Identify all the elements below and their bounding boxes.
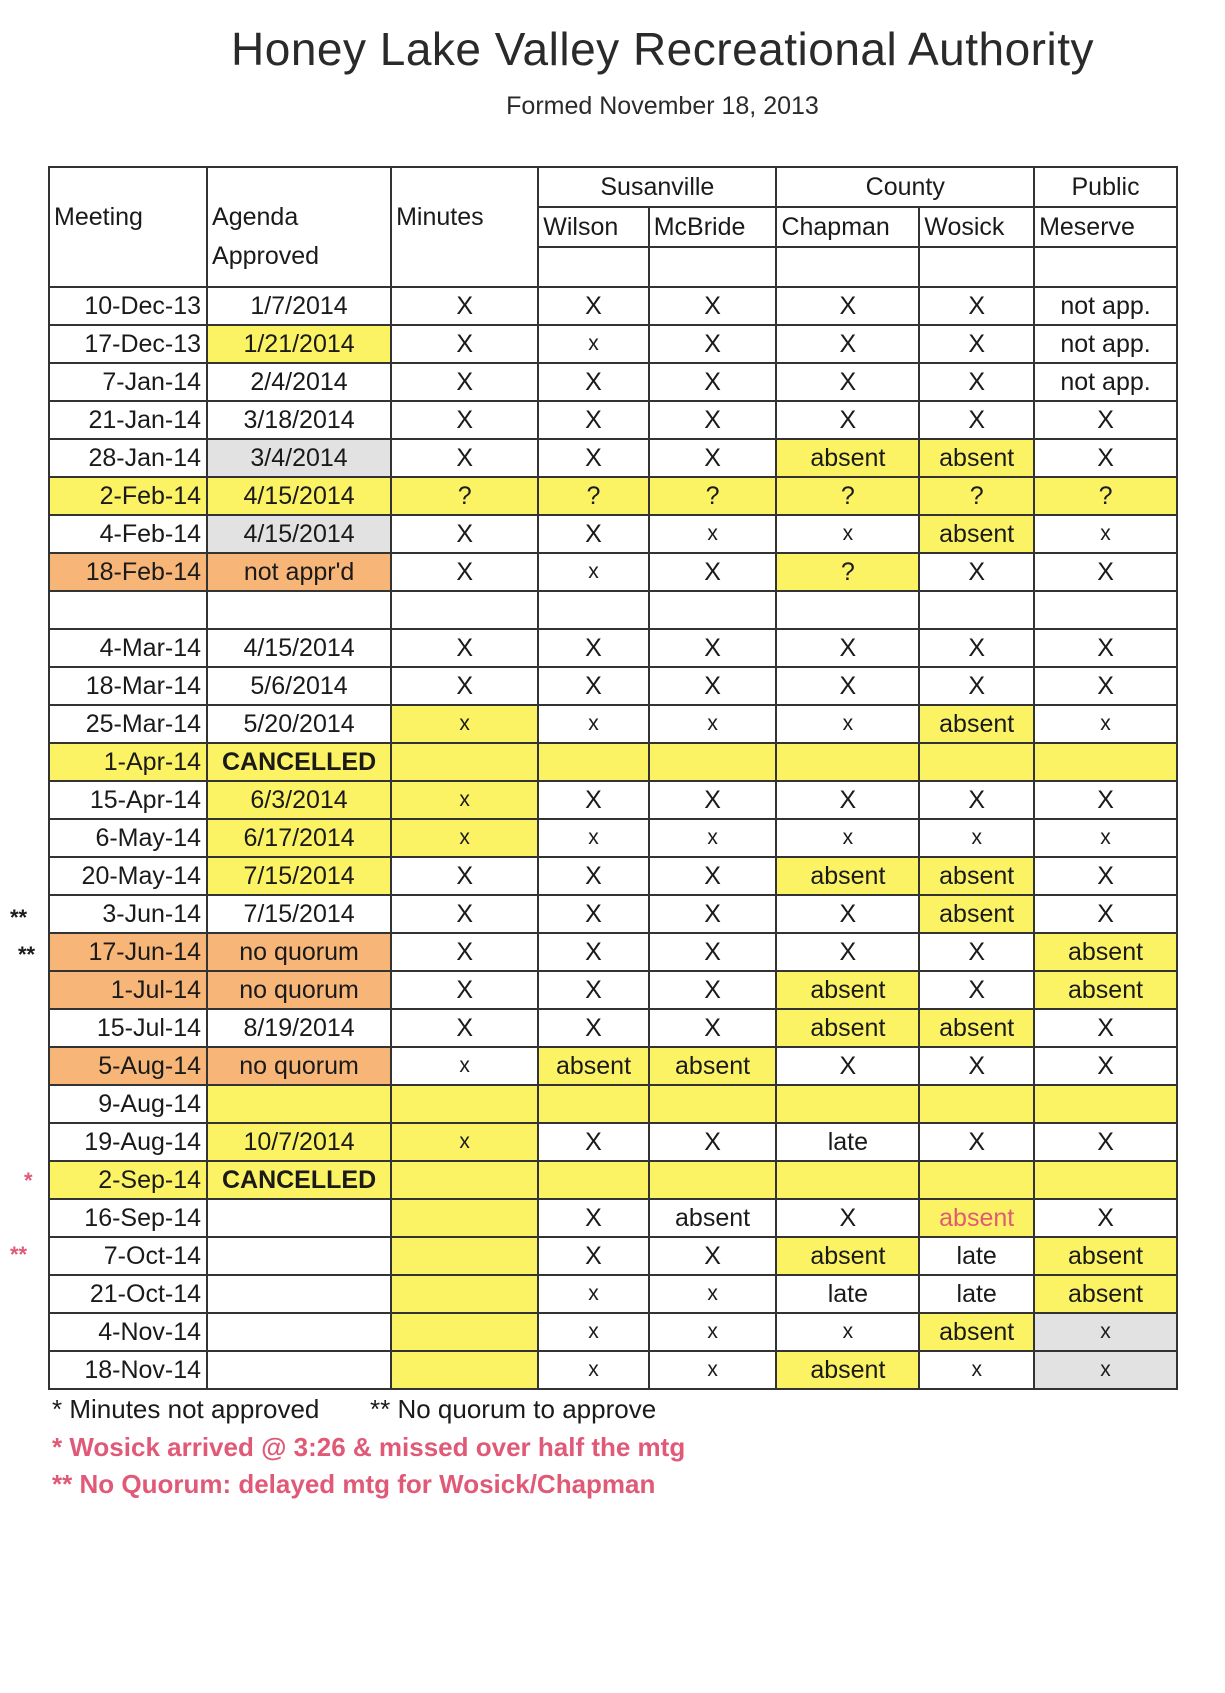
- cell-mcbride: x: [649, 515, 777, 553]
- header-spacer-cell: [1034, 247, 1177, 287]
- cell-wosick: absent: [919, 1313, 1034, 1351]
- cell-wosick: X: [919, 629, 1034, 667]
- cell-mcbride: X: [649, 629, 777, 667]
- cell-wosick: X: [919, 971, 1034, 1009]
- cell-wilson: x: [538, 1351, 648, 1389]
- table-row: [49, 667, 1177, 705]
- cell-minutes: X: [391, 629, 538, 667]
- cell-meserve: X: [1034, 629, 1177, 667]
- cell-mcbride: [649, 1085, 777, 1123]
- table-row: [49, 1351, 1177, 1389]
- table-row: [49, 933, 1177, 971]
- legend-no-quorum-note: ** No Quorum: delayed mtg for Wosick/Chapman: [52, 1469, 656, 1499]
- header-spacer-cell: [649, 247, 777, 287]
- cell-agenda: no quorum: [207, 933, 391, 971]
- col-header-meserve: Meserve: [1034, 207, 1177, 247]
- table-row: [49, 401, 1177, 439]
- table-row: [49, 363, 1177, 401]
- cell-chapman: absent: [776, 971, 919, 1009]
- cell-meserve: ?: [1034, 477, 1177, 515]
- cell-wilson: X: [538, 1199, 648, 1237]
- cell-mcbride: X: [649, 971, 777, 1009]
- cell-mcbride: x: [649, 819, 777, 857]
- cell-wilson: X: [538, 1009, 648, 1047]
- cell-wilson: [538, 1085, 648, 1123]
- cell-wosick: late: [919, 1275, 1034, 1313]
- cell-meserve: [1034, 1161, 1177, 1199]
- cell-chapman: ?: [776, 477, 919, 515]
- cell-meeting: 19-Aug-14: [49, 1123, 207, 1161]
- cell-wosick: x: [919, 819, 1034, 857]
- table-row: [49, 819, 1177, 857]
- cell-wosick: [919, 1085, 1034, 1123]
- group-header-susanville: Susanville: [538, 167, 776, 207]
- cell-meserve: X: [1034, 1123, 1177, 1161]
- cell-wilson: absent: [538, 1047, 648, 1085]
- cell-meeting: 15-Jul-14: [49, 1009, 207, 1047]
- cell-wosick: ?: [919, 477, 1034, 515]
- cell-wosick: absent: [919, 705, 1034, 743]
- cell-mcbride: X: [649, 933, 777, 971]
- cell-agenda: no quorum: [207, 1047, 391, 1085]
- table-row: [49, 1199, 1177, 1237]
- cell-meserve: x: [1034, 1313, 1177, 1351]
- table-row: [49, 1047, 1177, 1085]
- table-row: [49, 781, 1177, 819]
- table-row: [49, 629, 1177, 667]
- col-header-minutes: Minutes: [391, 167, 538, 287]
- cell-minutes: X: [391, 515, 538, 553]
- cell-wosick: absent: [919, 515, 1034, 553]
- cell-mcbride: X: [649, 857, 777, 895]
- cell-wosick: X: [919, 401, 1034, 439]
- table-row: [49, 1085, 1177, 1123]
- cell-meserve: x: [1034, 1351, 1177, 1389]
- col-header-wilson: Wilson: [538, 207, 648, 247]
- cell-meserve: x: [1034, 515, 1177, 553]
- cell-meeting: 18-Feb-14: [49, 553, 207, 591]
- cell-wosick: X: [919, 1047, 1034, 1085]
- cell-wosick: absent: [919, 1199, 1034, 1237]
- cell-meserve: [1034, 1085, 1177, 1123]
- cell-chapman: absent: [776, 1351, 919, 1389]
- minutes-not-approved-marker: *: [24, 1168, 33, 1193]
- cell-wilson: X: [538, 401, 648, 439]
- cell-minutes: [391, 1161, 538, 1199]
- cell-meeting: 28-Jan-14: [49, 439, 207, 477]
- cell-minutes: [391, 1085, 538, 1123]
- col-header-chapman: Chapman: [776, 207, 919, 247]
- cell-agenda: [207, 1351, 391, 1389]
- cell-wosick: X: [919, 287, 1034, 325]
- cell-meeting: 10-Dec-13: [49, 287, 207, 325]
- attendance-table: [48, 166, 1178, 1390]
- cell-mcbride: absent: [649, 1047, 777, 1085]
- table-row: [49, 591, 1177, 629]
- cell-meserve: absent: [1034, 971, 1177, 1009]
- cell-minutes: [391, 1237, 538, 1275]
- cell-meeting: 25-Mar-14: [49, 705, 207, 743]
- cell-wosick: X: [919, 325, 1034, 363]
- cell-wilson: X: [538, 895, 648, 933]
- cell-wosick: x: [919, 1351, 1034, 1389]
- cell-agenda: [207, 1199, 391, 1237]
- cell-mcbride: X: [649, 325, 777, 363]
- cell-minutes: [391, 1275, 538, 1313]
- cell-chapman: X: [776, 895, 919, 933]
- cell-meeting: 7-Oct-14: [49, 1237, 207, 1275]
- cell-agenda: 1/7/2014: [207, 287, 391, 325]
- cell-meserve: not app.: [1034, 363, 1177, 401]
- cell-chapman: [776, 591, 919, 629]
- cell-wosick: absent: [919, 895, 1034, 933]
- cell-agenda: 6/3/2014: [207, 781, 391, 819]
- cell-meeting: 15-Apr-14: [49, 781, 207, 819]
- cell-agenda: [207, 1313, 391, 1351]
- cell-wosick: absent: [919, 857, 1034, 895]
- table-row: [49, 743, 1177, 781]
- cell-minutes: X: [391, 287, 538, 325]
- cell-wilson: x: [538, 553, 648, 591]
- cell-chapman: X: [776, 781, 919, 819]
- cell-chapman: late: [776, 1275, 919, 1313]
- cell-mcbride: X: [649, 287, 777, 325]
- cell-chapman: [776, 743, 919, 781]
- cell-wilson: ?: [538, 477, 648, 515]
- cell-meeting: 21-Jan-14: [49, 401, 207, 439]
- cell-meserve: x: [1034, 819, 1177, 857]
- cell-minutes: X: [391, 363, 538, 401]
- cell-meeting: 18-Nov-14: [49, 1351, 207, 1389]
- cell-agenda: 10/7/2014: [207, 1123, 391, 1161]
- header-spacer-cell: [538, 247, 648, 287]
- cell-mcbride: [649, 1161, 777, 1199]
- cell-agenda: no quorum: [207, 971, 391, 1009]
- cell-agenda: CANCELLED: [207, 743, 391, 781]
- cell-minutes: X: [391, 971, 538, 1009]
- cell-chapman: x: [776, 705, 919, 743]
- no-quorum-marker: **: [10, 1242, 28, 1267]
- cell-agenda: 8/19/2014: [207, 1009, 391, 1047]
- table-row: [49, 1123, 1177, 1161]
- page-subtitle: Formed November 18, 2013: [506, 92, 819, 120]
- cell-meeting: 1-Jul-14: [49, 971, 207, 1009]
- cell-meeting: [49, 591, 207, 629]
- cell-agenda: [207, 591, 391, 629]
- group-header-county: County: [776, 167, 1034, 207]
- cell-wosick: absent: [919, 1009, 1034, 1047]
- cell-chapman: x: [776, 515, 919, 553]
- cell-agenda: 6/17/2014: [207, 819, 391, 857]
- cell-wilson: [538, 591, 648, 629]
- cell-mcbride: ?: [649, 477, 777, 515]
- cell-meserve: X: [1034, 1009, 1177, 1047]
- cell-mcbride: X: [649, 553, 777, 591]
- cell-chapman: X: [776, 363, 919, 401]
- cell-mcbride: x: [649, 1351, 777, 1389]
- table-row: [49, 1275, 1177, 1313]
- table-row: [49, 1161, 1177, 1199]
- cell-wilson: X: [538, 781, 648, 819]
- cell-meeting: 5-Aug-14: [49, 1047, 207, 1085]
- cell-mcbride: X: [649, 781, 777, 819]
- table-row: [49, 1009, 1177, 1047]
- legend-no-quorum: ** No quorum to approve: [370, 1394, 657, 1424]
- legend-minutes-not-approved: * Minutes not approved: [52, 1394, 320, 1424]
- cell-minutes: x: [391, 1123, 538, 1161]
- cell-minutes: X: [391, 401, 538, 439]
- cell-meserve: not app.: [1034, 325, 1177, 363]
- table-row: [49, 971, 1177, 1009]
- cell-chapman: absent: [776, 1009, 919, 1047]
- cell-agenda: 7/15/2014: [207, 895, 391, 933]
- cell-wosick: X: [919, 1123, 1034, 1161]
- cell-chapman: X: [776, 1199, 919, 1237]
- cell-wosick: late: [919, 1237, 1034, 1275]
- cell-wilson: X: [538, 515, 648, 553]
- cell-agenda: 5/20/2014: [207, 705, 391, 743]
- cell-mcbride: X: [649, 401, 777, 439]
- cell-wilson: X: [538, 363, 648, 401]
- cell-wilson: X: [538, 287, 648, 325]
- cell-mcbride: x: [649, 1275, 777, 1313]
- header-row-groups: [49, 167, 1177, 207]
- cell-chapman: X: [776, 629, 919, 667]
- cell-chapman: late: [776, 1123, 919, 1161]
- cell-mcbride: X: [649, 895, 777, 933]
- table-row: [49, 857, 1177, 895]
- cell-wilson: X: [538, 629, 648, 667]
- cell-wosick: X: [919, 933, 1034, 971]
- cell-chapman: x: [776, 819, 919, 857]
- cell-mcbride: x: [649, 1313, 777, 1351]
- cell-agenda: not appr'd: [207, 553, 391, 591]
- cell-meeting: 21-Oct-14: [49, 1275, 207, 1313]
- cell-meserve: X: [1034, 1047, 1177, 1085]
- cell-minutes: X: [391, 325, 538, 363]
- cell-minutes: [391, 1199, 538, 1237]
- cell-wilson: X: [538, 933, 648, 971]
- cell-meserve: X: [1034, 895, 1177, 933]
- table-row: [49, 705, 1177, 743]
- cell-meserve: x: [1034, 705, 1177, 743]
- cell-agenda: CANCELLED: [207, 1161, 391, 1199]
- header-spacer-cell: [919, 247, 1034, 287]
- cell-mcbride: absent: [649, 1199, 777, 1237]
- cell-agenda: [207, 1237, 391, 1275]
- cell-meeting: 7-Jan-14: [49, 363, 207, 401]
- cell-chapman: X: [776, 1047, 919, 1085]
- cell-wilson: [538, 1161, 648, 1199]
- cell-minutes: X: [391, 895, 538, 933]
- cell-meeting: 1-Apr-14: [49, 743, 207, 781]
- cell-mcbride: X: [649, 363, 777, 401]
- cell-agenda: 5/6/2014: [207, 667, 391, 705]
- cell-wilson: X: [538, 857, 648, 895]
- col-header-wosick: Wosick: [919, 207, 1034, 247]
- cell-mcbride: X: [649, 439, 777, 477]
- cell-meeting: 18-Mar-14: [49, 667, 207, 705]
- cell-wosick: X: [919, 553, 1034, 591]
- cell-meserve: [1034, 591, 1177, 629]
- cell-chapman: ?: [776, 553, 919, 591]
- col-header-mcbride: McBride: [649, 207, 777, 247]
- cell-chapman: X: [776, 401, 919, 439]
- cell-chapman: absent: [776, 1237, 919, 1275]
- cell-agenda: 3/18/2014: [207, 401, 391, 439]
- cell-wosick: [919, 1161, 1034, 1199]
- table-row: [49, 895, 1177, 933]
- cell-mcbride: [649, 591, 777, 629]
- cell-wilson: x: [538, 819, 648, 857]
- cell-meeting: 2-Feb-14: [49, 477, 207, 515]
- cell-wilson: X: [538, 1123, 648, 1161]
- cell-meserve: absent: [1034, 933, 1177, 971]
- table-row: [49, 325, 1177, 363]
- cell-mcbride: X: [649, 1237, 777, 1275]
- cell-agenda: 3/4/2014: [207, 439, 391, 477]
- cell-chapman: absent: [776, 857, 919, 895]
- cell-wilson: x: [538, 1313, 648, 1351]
- cell-mcbride: [649, 743, 777, 781]
- cell-meserve: X: [1034, 439, 1177, 477]
- cell-meeting: 17-Jun-14: [49, 933, 207, 971]
- cell-meeting: 6-May-14: [49, 819, 207, 857]
- table-row: [49, 287, 1177, 325]
- group-header-public: Public: [1034, 167, 1177, 207]
- cell-meeting: 2-Sep-14: [49, 1161, 207, 1199]
- col-header-agenda: Agenda Approved: [207, 167, 391, 287]
- table-row: [49, 515, 1177, 553]
- cell-meeting: 4-Mar-14: [49, 629, 207, 667]
- cell-minutes: X: [391, 553, 538, 591]
- cell-minutes: [391, 1313, 538, 1351]
- cell-wilson: X: [538, 439, 648, 477]
- cell-wosick: [919, 743, 1034, 781]
- cell-minutes: ?: [391, 477, 538, 515]
- cell-agenda: 1/21/2014: [207, 325, 391, 363]
- cell-meeting: 20-May-14: [49, 857, 207, 895]
- cell-chapman: [776, 1161, 919, 1199]
- header-spacer-cell: [776, 247, 919, 287]
- cell-minutes: X: [391, 1009, 538, 1047]
- cell-agenda: 4/15/2014: [207, 629, 391, 667]
- no-quorum-marker: **: [10, 905, 28, 930]
- cell-wilson: X: [538, 971, 648, 1009]
- cell-wilson: [538, 743, 648, 781]
- cell-mcbride: X: [649, 1009, 777, 1047]
- cell-wosick: X: [919, 363, 1034, 401]
- cell-meserve: X: [1034, 553, 1177, 591]
- table-row: [49, 439, 1177, 477]
- cell-minutes: [391, 591, 538, 629]
- cell-agenda: [207, 1085, 391, 1123]
- cell-mcbride: x: [649, 705, 777, 743]
- cell-chapman: X: [776, 287, 919, 325]
- cell-agenda: 4/15/2014: [207, 477, 391, 515]
- cell-meeting: 4-Feb-14: [49, 515, 207, 553]
- cell-minutes: x: [391, 819, 538, 857]
- cell-meserve: X: [1034, 667, 1177, 705]
- cell-meserve: absent: [1034, 1237, 1177, 1275]
- cell-minutes: X: [391, 667, 538, 705]
- cell-wosick: [919, 591, 1034, 629]
- cell-meserve: absent: [1034, 1275, 1177, 1313]
- cell-agenda: 4/15/2014: [207, 515, 391, 553]
- cell-chapman: x: [776, 1313, 919, 1351]
- cell-wosick: X: [919, 667, 1034, 705]
- cell-meserve: X: [1034, 401, 1177, 439]
- cell-wilson: x: [538, 705, 648, 743]
- page-title: Honey Lake Valley Recreational Authority: [231, 23, 1094, 75]
- cell-meeting: 17-Dec-13: [49, 325, 207, 363]
- cell-meserve: X: [1034, 857, 1177, 895]
- cell-minutes: [391, 743, 538, 781]
- table-row: [49, 1313, 1177, 1351]
- cell-wosick: X: [919, 781, 1034, 819]
- cell-wilson: x: [538, 325, 648, 363]
- table-row: [49, 477, 1177, 515]
- cell-meeting: 16-Sep-14: [49, 1199, 207, 1237]
- cell-agenda: 7/15/2014: [207, 857, 391, 895]
- cell-meserve: not app.: [1034, 287, 1177, 325]
- cell-meserve: [1034, 743, 1177, 781]
- cell-agenda: 2/4/2014: [207, 363, 391, 401]
- cell-meserve: X: [1034, 1199, 1177, 1237]
- cell-minutes: X: [391, 933, 538, 971]
- legend-wosick-note: * Wosick arrived @ 3:26 & missed over half the mtg: [52, 1432, 686, 1462]
- cell-chapman: X: [776, 667, 919, 705]
- no-quorum-marker: **: [18, 942, 36, 967]
- cell-minutes: x: [391, 1047, 538, 1085]
- cell-chapman: X: [776, 325, 919, 363]
- cell-wosick: absent: [919, 439, 1034, 477]
- col-header-meeting: Meeting: [49, 167, 207, 287]
- cell-chapman: X: [776, 933, 919, 971]
- cell-meeting: 4-Nov-14: [49, 1313, 207, 1351]
- table-row: [49, 553, 1177, 591]
- cell-meeting: 9-Aug-14: [49, 1085, 207, 1123]
- cell-chapman: absent: [776, 439, 919, 477]
- cell-wilson: X: [538, 667, 648, 705]
- cell-minutes: x: [391, 781, 538, 819]
- cell-mcbride: X: [649, 1123, 777, 1161]
- table-row: [49, 1237, 1177, 1275]
- cell-minutes: X: [391, 439, 538, 477]
- cell-chapman: [776, 1085, 919, 1123]
- cell-minutes: X: [391, 857, 538, 895]
- cell-mcbride: X: [649, 667, 777, 705]
- cell-agenda: [207, 1275, 391, 1313]
- cell-meeting: 3-Jun-14: [49, 895, 207, 933]
- cell-wilson: x: [538, 1275, 648, 1313]
- cell-wilson: X: [538, 1237, 648, 1275]
- cell-minutes: x: [391, 705, 538, 743]
- cell-meserve: X: [1034, 781, 1177, 819]
- cell-minutes: [391, 1351, 538, 1389]
